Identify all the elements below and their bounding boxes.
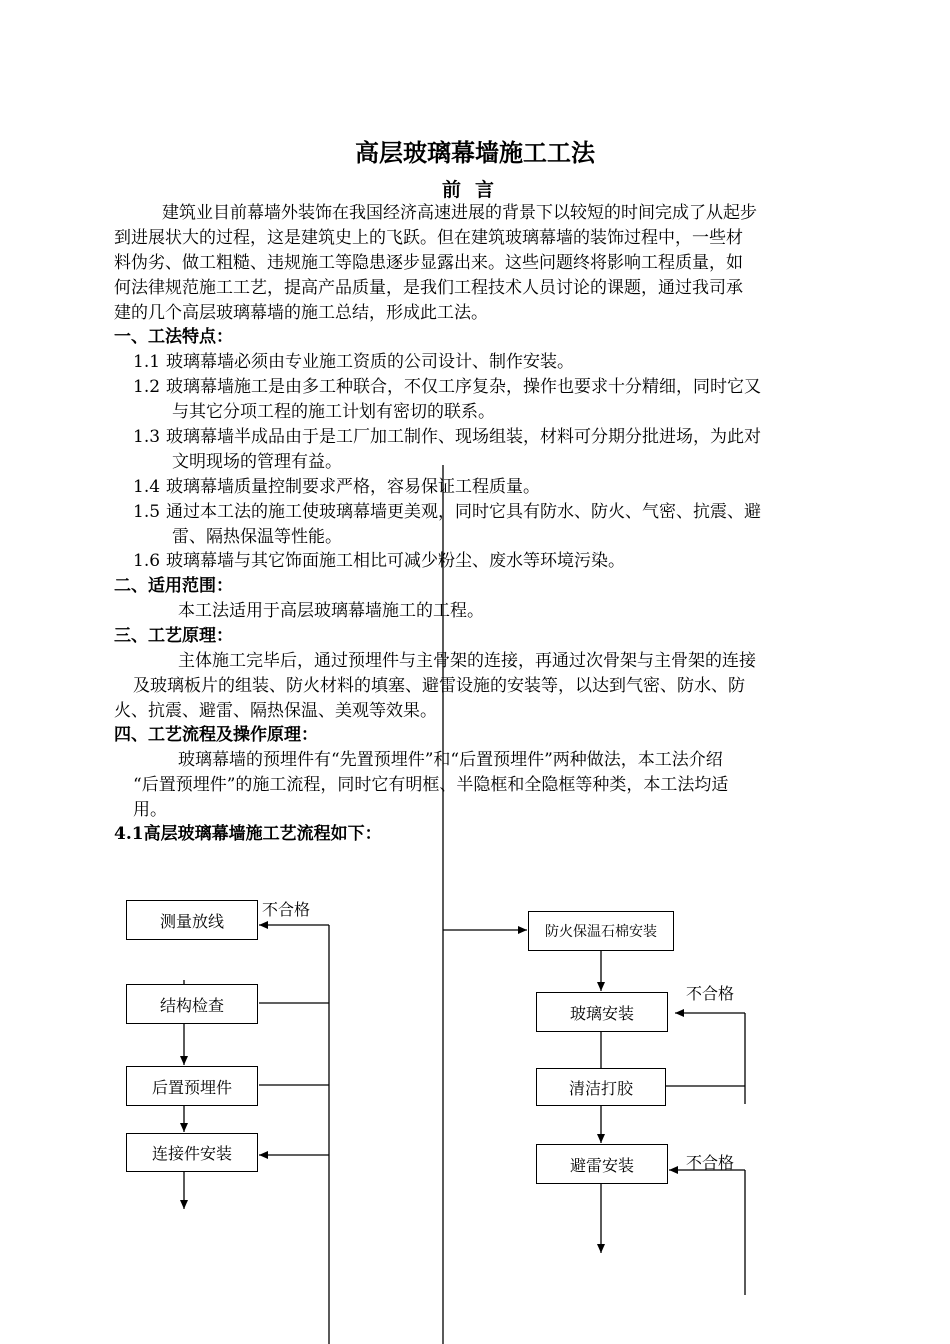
intro-line: 建筑业目前幕墙外装饰在我国经济高速进展的背景下以较短的时间完成了从起步: [162, 203, 757, 223]
flow-step-clean-seal: 清洁打胶: [536, 1068, 666, 1106]
list-item-number: 1.5: [133, 502, 161, 522]
intro-line: 到进展状大的过程，这是建筑史上的飞跃。但在建筑玻璃幕墙的装饰过程中，一些材: [114, 228, 743, 248]
intro-line: 建的几个高层玻璃幕墙的施工总结，形成此工法。: [114, 303, 488, 323]
paragraph-line: 用。: [133, 800, 167, 820]
flow-step-connector-install: 连接件安装: [126, 1133, 258, 1172]
flow-step-post-embed: 后置预埋件: [126, 1066, 258, 1106]
intro-line: 何法律规范施工工艺，提高产品质量，是我们工程技术人员讨论的课题，通过我司承: [114, 278, 743, 298]
flow-step-structure-check: 结构检查: [126, 984, 258, 1024]
list-item-text: 玻璃幕墙与其它饰面施工相比可减少粉尘、废水等环境污染。: [166, 551, 625, 571]
fail-label: 不合格: [686, 1153, 735, 1172]
paragraph-line: 玻璃幕墙的预埋件有“先置预埋件”和“后置预埋件”两种做法，本工法介绍: [178, 750, 723, 770]
list-item-number: 1.3: [133, 427, 161, 447]
fail-label-text: 不合格: [261, 900, 310, 919]
subsection-heading-flow: 4.1高层玻璃幕墙施工艺流程如下：: [114, 824, 382, 844]
paragraph-line: 主体施工完毕后，通过预埋件与主骨架的连接，再通过次骨架与主骨架的连接: [178, 651, 756, 671]
document-title: 高层玻璃幕墙施工工法: [355, 138, 595, 167]
list-item-text: 玻璃幕墙质量控制要求严格，容易保证工程质量。: [166, 477, 540, 497]
list-item-text: 通过本工法的施工使玻璃幕墙更美观，同时它具有防水、防火、气密、抗震、避: [166, 502, 761, 522]
paragraph-line: 本工法适用于高层玻璃幕墙施工的工程。: [178, 601, 484, 621]
list-item-number: 1.1: [133, 352, 161, 372]
list-item-number: 1.2: [133, 377, 161, 397]
flow-step-survey: 测量放线: [126, 900, 258, 940]
list-item-number: 1.4: [133, 477, 161, 497]
list-item-text: 与其它分项工程的施工计划有密切的联系。: [172, 402, 495, 422]
flow-step-lightning-protection: 避雷安装: [536, 1144, 668, 1184]
flow-step-fireproof-insulation: 防火保温石棉安装: [528, 911, 674, 951]
foreword-heading: 前言: [441, 179, 508, 201]
fail-label: [250, 897, 310, 919]
list-item-text: 文明现场的管理有益。: [172, 452, 342, 472]
flow-step-glass-install: 玻璃安装: [536, 992, 668, 1032]
list-item-number: 1.6: [133, 551, 161, 571]
section-heading-principle: 三、工艺原理：: [114, 626, 233, 646]
section-heading-process: 四、工艺流程及操作原理：: [114, 725, 318, 745]
section-heading-scope: 二、适用范围：: [114, 576, 233, 596]
list-item-text: 玻璃幕墙施工是由多工种联合，不仅工序复杂，操作也要求十分精细，同时它又: [166, 377, 761, 397]
paragraph-line: “后置预埋件”的施工流程，同时它有明框、半隐框和全隐框等种类，本工法均适: [133, 775, 729, 795]
list-item-text: 玻璃幕墙必须由专业施工资质的公司设计、制作安装。: [166, 352, 574, 372]
fail-label: 不合格: [686, 984, 735, 1003]
intro-line: 料伪劣、做工粗糙、违规施工等隐患逐步显露出来。这些问题终将影响工程质量，如: [114, 253, 743, 273]
section-heading-features: 一、工法特点：: [114, 327, 233, 347]
paragraph-line: 及玻璃板片的组装、防火材料的填塞、避雷设施的安装等，以达到气密、防水、防: [133, 676, 745, 696]
list-item-text: 雷、隔热保温等性能。: [172, 527, 342, 547]
list-item-text: 玻璃幕墙半成品由于是工厂加工制作、现场组装，材料可分期分批进场，为此对: [166, 427, 761, 447]
paragraph-line: 火、抗震、避雷、隔热保温、美观等效果。: [114, 701, 437, 721]
